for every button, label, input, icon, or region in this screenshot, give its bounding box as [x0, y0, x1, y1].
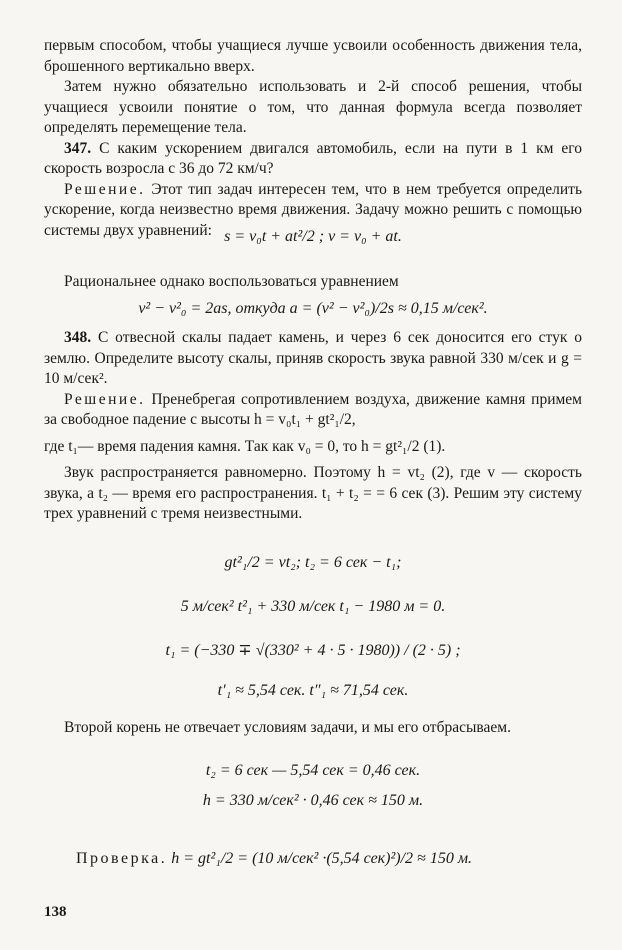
equation-4: 5 м/сек² t²₁ + 330 м/сек t₁ − 1980 м = 0. — [180, 598, 446, 615]
solution-348-label: Решение. — [64, 390, 146, 408]
solution-348-cont: где t₁— время падения камня. Так как v₀ = 0, то h = gt²₁/2 (1). — [44, 437, 446, 455]
rational-text: Рациональнее однако воспользоваться уравнением — [64, 273, 399, 290]
equation-8: h = 330 м/сек² · 0,46 сек ≈ 150 м. — [202, 792, 424, 809]
problem-348-number: 348. — [64, 329, 92, 346]
para1: первым способом, чтобы учащиеся лучше усвоили особенность движения тела, брошенного вертикально вверх. — [44, 37, 582, 75]
equation-3: gt²₁/2 = vt₂; t₂ = 6 сек − t₁; — [224, 554, 402, 571]
solution-348 — [44, 390, 582, 431]
sound-paragraph: Звук распространяется равномерно. Поэтому h = vt₂ (2), где v — скорость звука, а t₂ — время его распространения. t₁ + t₂ = = 6 сек (3). Решим эту систему трех уравнений с тремя неизвестными. — [44, 464, 582, 522]
equation-9: h = gt²₁/2 = (10 м/сек² ·(5,54 сек)²)/2 ≈ 150 м. — [171, 850, 473, 867]
problem-348-block — [44, 328, 582, 525]
problem-347-text: С каким ускорением двигался автомобиль, если на пути в 1 км его скорость возросла с 36 до 72 км/ч? — [44, 139, 582, 177]
equation-5: t₁ = (−330 ∓ √(330² + 4 · 5 · 1980)) / (2 · 5) ; — [165, 642, 461, 659]
para2: Затем нужно обязательно использовать и 2-й способ решения, чтобы учащиеся усвоили понятие о том, что данная формула всегда позволяет определять перемещение тела. — [44, 78, 582, 136]
problem-348 — [44, 328, 582, 390]
root-text: Второй корень не отвечает условиям задачи, и мы его отбрасываем. — [64, 719, 511, 736]
solution-347-text: Этот тип задач интересен тем, что в нем требуется определить ускорение, когда неизвестно время движения. Задачу можно решить с помощью системы двух уравнений: — [44, 180, 583, 239]
equation-1: s = v₀t + at²/2 ; v = v₀ + at. — [224, 228, 402, 245]
problem-348-text: С отвесной скалы падает камень, и через 6 сек доносится его стук о землю. Определите высоту скалы, приняв скорость звука равной 330 м/сек и g = 10 м/сек². — [44, 329, 583, 387]
problem-347 — [44, 139, 582, 180]
check-line — [76, 848, 576, 870]
root-block — [44, 718, 582, 739]
solution-347-label: Решение. — [64, 180, 146, 198]
problem-347-number: 347. — [64, 139, 92, 157]
paragraph-intro — [44, 36, 582, 241]
rational-block — [44, 272, 582, 293]
equation-7: t₂ = 6 сек — 5,54 сек = 0,46 сек. — [205, 762, 421, 779]
solution-348-text: Пренебрегая сопротивлением воздуха, движение камня примем за свободное падение с высоты h = v₀t₁ + gt²₁/2, — [44, 390, 582, 428]
page-number: 138 — [44, 904, 67, 920]
equation-2: v² − v²₀ = 2as, откуда a = (v² − v²₀)/2s ≈ 0,15 м/сек². — [138, 300, 488, 317]
equation-6: t′₁ ≈ 5,54 сек. t″₁ ≈ 71,54 сек. — [217, 682, 409, 699]
check-label: Проверка. — [76, 850, 168, 867]
